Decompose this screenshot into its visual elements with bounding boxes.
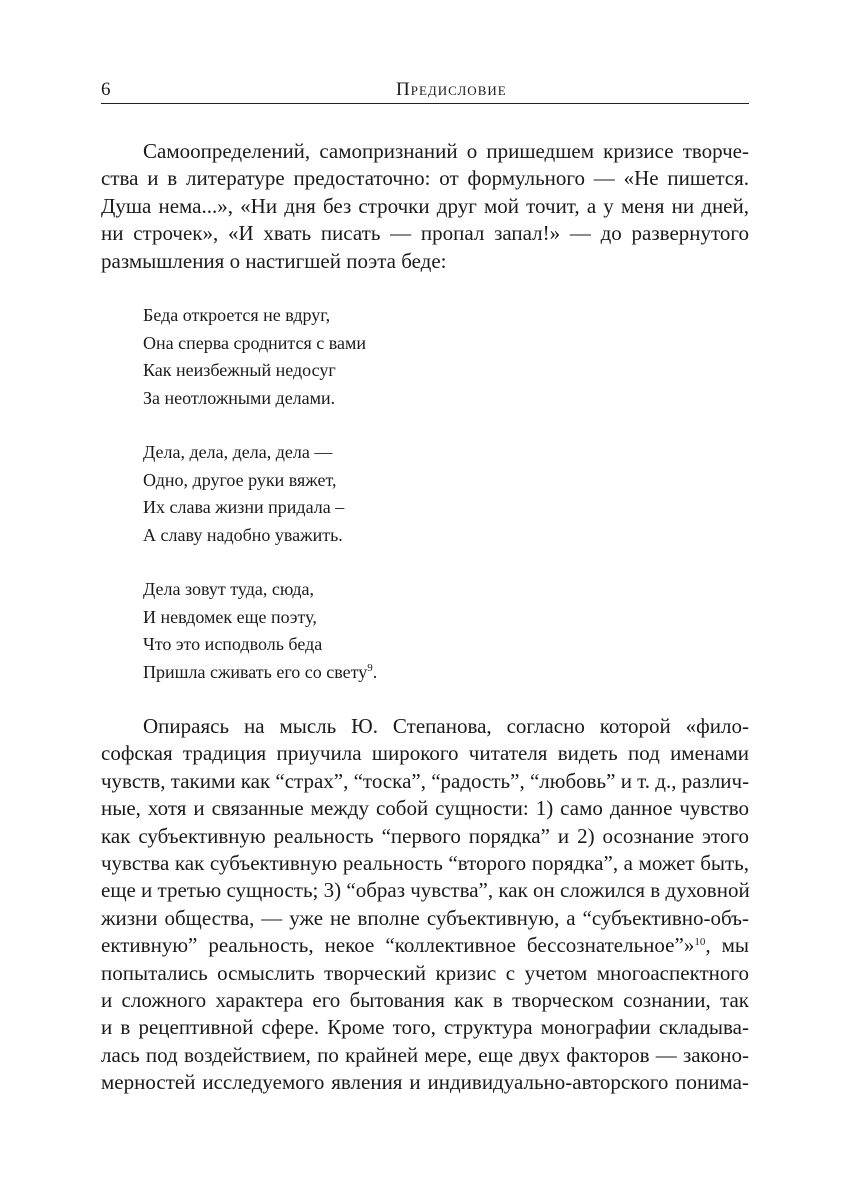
paragraph-2-line: ные, хотя и связанные между собой сущности: 1) само данное чувство [101, 796, 749, 821]
paragraph-2-line: и сложного характера его бытования как в творческом сознании, так [101, 988, 749, 1013]
poem-line: Одно, другое руки вяжет, [143, 469, 337, 490]
poem-line [143, 659, 377, 687]
paragraph-2-line: и в рецептивной сфере. Кроме того, структура монографии складыва- [101, 1015, 749, 1040]
poem-line: Их слава жизни придала – [143, 497, 345, 517]
paragraph-2-line: как субъективную реальность “первого порядка” и 2) осознание этого [101, 823, 749, 848]
footnote-ref-9[interactable]: 9 [367, 661, 373, 674]
poem-stanza-3 [143, 576, 377, 686]
paragraph-1-line: ни строчек», «И хвать писать — пропал запал!» — до развернутого [101, 221, 749, 246]
footnote-ref-10[interactable]: 10 [694, 936, 706, 949]
running-title: Предисловие [396, 79, 507, 100]
poem-line: Как неизбежный недосуг [143, 360, 336, 380]
poem-line: И невдомек еще поэту, [143, 606, 317, 627]
paragraph-2-line9-text: ективную” реальность, некое “коллективное бессознательное”» [101, 933, 695, 958]
poem-line: Дела, дела, дела, дела — [143, 442, 333, 462]
paragraph-2-line: лась под воздействием, по крайней мере, еще двух факторов — законо- [101, 1042, 749, 1067]
poem-stanza-1 [143, 302, 366, 412]
paragraph-2-line: попытались осмыслить творческий кризис с учетом многоаспектного [101, 960, 749, 985]
paragraph-1-line: Душа нема...», «Ни дня без строчки друг мой точит, а у меня ни дней, [101, 193, 749, 218]
paragraph-2-line: чувства как субъективную реальность “второго порядка”, а может быть, [101, 851, 749, 876]
paragraph-2-line-with-footnote [101, 932, 749, 959]
paragraph-2 [101, 713, 749, 1097]
poem-line: Она сперва сроднится с вами [143, 332, 366, 353]
paragraph-2-line: софская традиция приучила широкого читателя видеть под именами [101, 741, 749, 766]
poem-last-line-text: Пришла сживать его со свету [143, 661, 368, 682]
paragraph-1-line: размышления о настигшей поэта беде: [101, 248, 447, 273]
poem-line: А славу надобно уважить. [143, 524, 343, 545]
header-rule [101, 103, 749, 104]
paragraph-1-line: ства и в литературе предостаточно: от формульного — «Не пишется. [101, 166, 749, 191]
poem-stanza-2 [143, 439, 344, 549]
paragraph-1-line: Самоопределений, самопризнаний о пришедшем кризисе творче- [143, 139, 749, 163]
paragraph-2-line9-tail: , мы [705, 933, 749, 958]
paragraph-2-line: чувств, такими как “страх”, “тоска”, “радость”, “любовь” и т. д., различ- [101, 768, 750, 793]
poem-line: Дела зовут туда, сюда, [143, 579, 315, 599]
page-number: 6 [101, 79, 111, 100]
paragraph-2-line: еще и третью сущность; 3) “образ чувства”, как он сложился в духовной [101, 878, 750, 903]
paragraph-2-line: Опираясь на мысль Ю. Степанова, согласно которой «фило- [143, 714, 749, 738]
poem-final-period: . [372, 661, 378, 682]
poem-line: Беда откроется не вдруг, [143, 305, 331, 325]
paragraph-2-line: жизни общества, — уже не вполне субъективную, а “субъективно-объ- [101, 905, 749, 930]
poem-line: За неотложными делами. [143, 387, 336, 408]
paragraph-2-line: мерностей исследуемого явления и индивидуально-авторского понима- [101, 1070, 749, 1095]
poem-line: Что это исподволь беда [143, 634, 323, 654]
paragraph-1 [101, 138, 749, 275]
